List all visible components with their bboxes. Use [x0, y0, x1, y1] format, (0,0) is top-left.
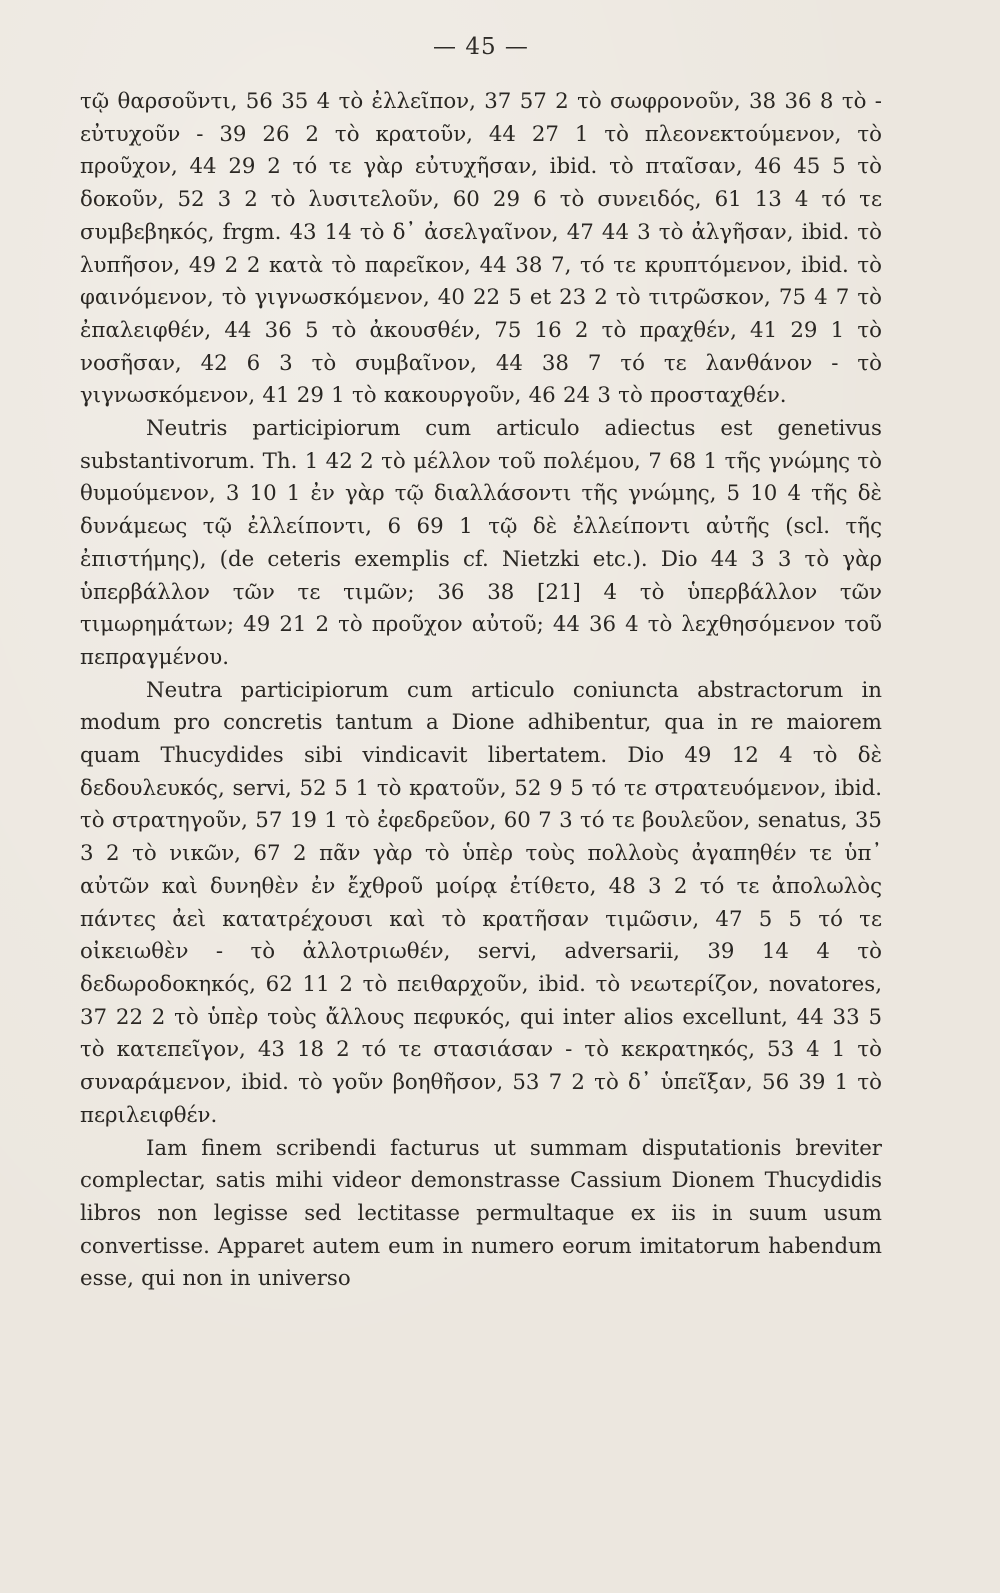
- paragraph-greek-participle-list: τῷ θαρσοῦντι, 56 35 4 τὸ ἐλλεῖπον, 37 57 2 τὸ σωφρονοῦν, 38 36 8 τὸ - εὐτυχοῦν - 39 26 2 τὸ κρατοῦν, 44 27 1 τὸ πλεονεκτούμενον, τὸ προῦχον, 44 29 2 τό τε γὰρ εὐτυχῆσαν, ibid. τὸ πταῖσαν, 46 45 5 τὸ δοκοῦν, 52 3 2 τὸ λυσιτελοῦν, 60 29 6 τὸ συνειδός, 61 13 4 τό τε συμβεβηκός, frgm. 43 14 τὸ δ᾽ ἀσελγαῖνον, 47 44 3 τὸ ἀλγῆσαν, ibid. τὸ λυπῆσον, 49 2 2 κατὰ τὸ παρεῖκον, 44 38 7, τό τε κρυπτόμενον, ibid. τὸ φαινόμενον, τὸ γιγνωσκόμενον, 40 22 5 et 23 2 τὸ τιτρῶσκον, 75 4 7 τὸ ἐπαλειφθέν, 44 36 5 τὸ ἀκουσθέν, 75 16 2 τὸ πραχθέν, 41 29 1 τὸ νοσῆσαν, 42 6 3 τὸ συμβαῖνον, 44 38 7 τό τε λανθάνον - τὸ γιγνωσκόμενον, 41 29 1 τὸ κακουργοῦν, 46 24 3 τὸ προσταχθέν.: [80, 89, 882, 409]
- paragraph-iam-finem: Iam finem scribendi facturus ut summam disputationis breviter complectar, satis mihi videor demonstrasse Cassium Dionem Thucydidis libros non legisse sed lectitasse permultaque ex iis in suum usum convertisse. Apparet autem eum in numero eorum imitatorum habendum esse, qui non in universo: [80, 1135, 882, 1292]
- paragraph-neutra-participiorum: Neutra participiorum cum articulo coniuncta abstractorum in modum pro concretis tantum a Dione adhibentur, qua in re maiorem quam Thucydides sibi vindicavit libertatem. Dio 49 12 4 τὸ δὲ δεδουλευκός, servi, 52 5 1 τὸ κρατοῦν, 52 9 5 τό τε στρατευόμενον, ibid. τὸ στρατηγοῦν, 57 19 1 τὸ ἐφεδρεῦον, 60 7 3 τό τε βουλεῦον, senatus, 35 3 2 τὸ νικῶν, 67 2 πᾶν γὰρ τὸ ὑπὲρ τοὺς πολλοὺς ἀγαπηθέν τε ὑπ᾽ αὐτῶν καὶ δυνηθὲν ἐν ἔχθροῦ μοίρᾳ ἐτίθετο, 48 3 2 τό τε ἀπολωλὸς πάντες ἀεὶ κατατρέχουσι καὶ τὸ κρατῆσαν τιμῶσιν, 47 5 5 τό τε οἰκειωθὲν - τὸ ἀλλοτριωθέν, servi, adversarii, 39 14 4 τὸ δεδωροδοκηκός, 62 11 2 τὸ πειθαρχοῦν, ibid. τὸ νεωτερίζον, novatores, 37 22 2 τὸ ὑπὲρ τοὺς ἄλλους πεφυκός, qui inter alios excellunt, 44 33 5 τὸ κατεπεῖγον, 43 18 2 τό τε στασιάσαν - τὸ κεκρατηκός, 53 4 1 τὸ συναράμενον, ibid. τὸ γοῦν βοηθῆσον, 53 7 2 τὸ δ᾽ ὑπεῖξαν, 56 39 1 τὸ περιλειφθέν.: [80, 677, 882, 1128]
- paragraph-neutris-participiorum: Neutris participiorum cum articulo adiectus est genetivus substantivorum. Th. 1 42 2 τὸ μέλλον τοῦ πολέμου, 7 68 1 τῆς γνώμης τὸ θυμούμενον, 3 10 1 ἐν γὰρ τῷ διαλλάσοντι τῆς γνώμης, 5 10 4 τῆς δὲ δυνάμεως τῷ ἐλλείποντι, 6 69 1 τῷ δὲ ἐλλείποντι αὐτῆς (scl. τῆς ἐπιστήμης), (de ceteris exemplis cf. Nietzki etc.). Dio 44 3 3 τὸ γὰρ ὑπερβάλλον τῶν τε τιμῶν; 36 38 [21] 4 τὸ ὑπερβάλλον τῶν τιμωρημάτων; 49 21 2 τὸ προῦχον αὐτοῦ; 44 36 4 τὸ λεχθησόμενον τοῦ πεπραγμένου.: [80, 416, 882, 670]
- page-number: — 45 —: [433, 34, 529, 60]
- body-text: [80, 86, 882, 1296]
